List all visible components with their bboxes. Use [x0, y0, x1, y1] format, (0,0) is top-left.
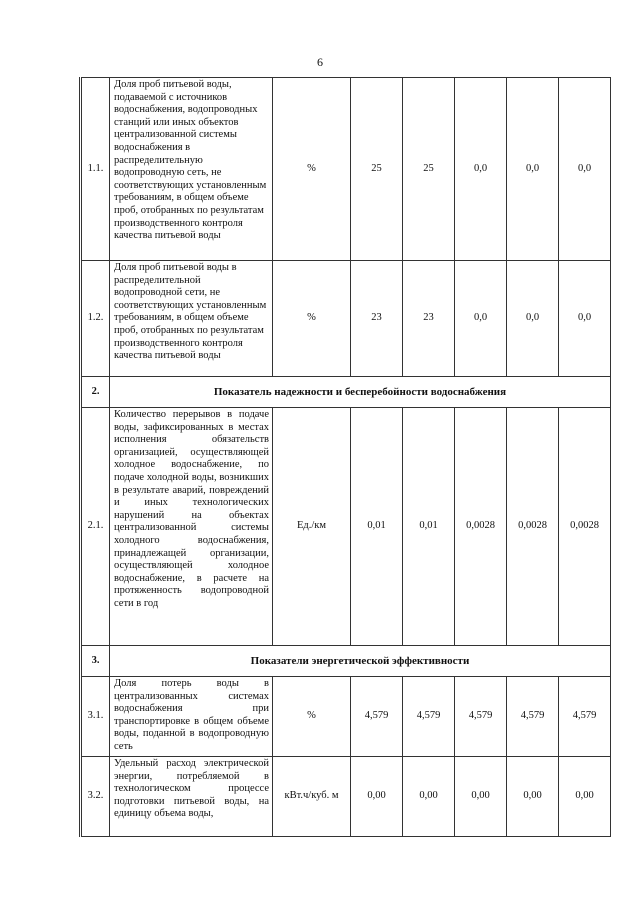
section-number: 3.: [81, 646, 110, 677]
table-row: [81, 408, 611, 646]
value-cell: 0,00: [351, 757, 403, 837]
value-cell: 0,0028: [507, 408, 559, 646]
value-cell: 0,0: [559, 78, 611, 261]
table-row: [81, 261, 611, 377]
indicator-description: Доля проб питьевой воды, подаваемой с источников водоснабжения, водопроводных станций или иных объектов централизованной системы водоснабжения в распределительную водопроводную сеть, не соответствующих установленным требованиям, в общем объеме проб, отобранных по результатам производственного контроля качества питьевой воды: [110, 78, 273, 261]
section-title: Показатель надежности и бесперебойности водоснабжения: [110, 377, 611, 408]
value-cell: 0,00: [403, 757, 455, 837]
value-cell: 0,0: [507, 78, 559, 261]
section-title: Показатели энергетической эффективности: [110, 646, 611, 677]
value-cell: 4,579: [455, 677, 507, 757]
value-cell: 4,579: [559, 677, 611, 757]
unit-cell: Ед./км: [273, 408, 351, 646]
value-cell: 0,01: [351, 408, 403, 646]
section-number: 2.: [81, 377, 110, 408]
value-cell: 23: [403, 261, 455, 377]
value-cell: 25: [351, 78, 403, 261]
table-row: [81, 757, 611, 837]
row-number: 3.2.: [81, 757, 110, 837]
value-cell: 0,0: [455, 78, 507, 261]
unit-cell: %: [273, 261, 351, 377]
value-cell: 25: [403, 78, 455, 261]
unit-cell: %: [273, 78, 351, 261]
section-row: [81, 646, 611, 677]
row-number: 1.1.: [81, 78, 110, 261]
page-number: 6: [317, 55, 323, 69]
value-cell: 0,0: [507, 261, 559, 377]
value-cell: 0,00: [559, 757, 611, 837]
value-cell: 0,0028: [559, 408, 611, 646]
unit-cell: %: [273, 677, 351, 757]
indicator-description: Доля потерь воды в централизованных системах водоснабжения при транспортировке в общем объеме воды, поданной в водопроводную сеть: [110, 677, 273, 757]
value-cell: 4,579: [403, 677, 455, 757]
row-number: 3.1.: [81, 677, 110, 757]
unit-cell: кВт.ч/куб. м: [273, 757, 351, 837]
indicator-description: Доля проб питьевой воды в распределительной водопроводной сети, не соответствующих установленным требованиям, в общем объеме проб, отобранных по результатам производственного контроля качества питьевой воды: [110, 261, 273, 377]
value-cell: 0,00: [507, 757, 559, 837]
value-cell: 4,579: [507, 677, 559, 757]
table-row: [81, 78, 611, 261]
value-cell: 0,0: [559, 261, 611, 377]
value-cell: 4,579: [351, 677, 403, 757]
value-cell: 0,0028: [455, 408, 507, 646]
value-cell: 0,01: [403, 408, 455, 646]
value-cell: 0,00: [455, 757, 507, 837]
value-cell: 0,0: [455, 261, 507, 377]
section-row: [81, 377, 611, 408]
indicators-table: [79, 77, 611, 837]
indicator-description: Удельный расход электрической энергии, потребляемой в технологическом процессе подготовки питьевой воды, на единицу объема воды,: [110, 757, 273, 837]
row-number: 2.1.: [81, 408, 110, 646]
table-row: [81, 677, 611, 757]
indicator-description: Количество перерывов в подаче воды, зафиксированных в местах исполнения обязательств организацией, осуществляющей холодное водоснабжение, по подаче холодной воды, возникших в результате аварий, повреждений и иных технологических нарушений на объектах централизованной системы холодного водоснабжения, принадлежащей организации, осуществляющей холодное водоснабжение, в расчете на протяженность водопроводной сети в год: [110, 408, 273, 646]
value-cell: 23: [351, 261, 403, 377]
row-number: 1.2.: [81, 261, 110, 377]
